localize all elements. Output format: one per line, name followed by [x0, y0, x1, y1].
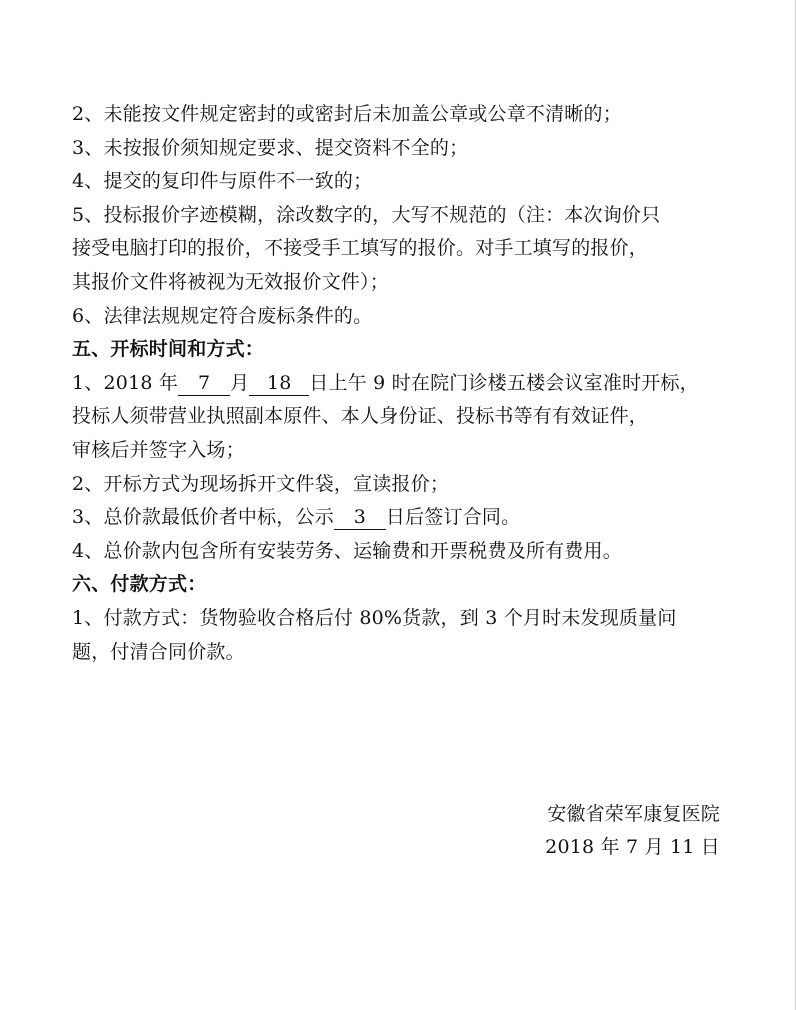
opening-day-text: 日上午 9 时在院门诊楼五楼会议室准时开标，	[309, 371, 699, 394]
signature-block	[545, 798, 720, 864]
opening-month-blank: 7	[178, 371, 230, 396]
opening-month-label: 月	[230, 371, 250, 394]
payment-terms-line-2: 题，付清合同价款。	[72, 640, 245, 663]
section-5-heading: 五、开标时间和方式：	[72, 338, 265, 361]
clause-2: 2、未能按文件规定密封的或密封后未加盖公章或公章不清晰的；	[72, 103, 622, 125]
clause-5-line-3: 其报价文件将被视为无效报价文件）；	[72, 270, 389, 293]
opening-year-text: 1、2018 年	[72, 371, 179, 394]
opening-time-line-2: 投标人须带营业执照副本原件、本人身份证、投标书等有有效证件，	[72, 405, 649, 428]
clause-5-line-2: 接受电脑打印的报价，不接受手工填写的报价。对手工填写的报价，	[72, 237, 649, 260]
opening-time-line-3: 审核后并签字入场；	[72, 438, 245, 461]
issue-date: 2018 年 7 月 11 日	[545, 836, 720, 858]
clause-5-line-1: 5、投标报价字迹模糊，涂改数字的，大写不规范的（注：本次询价只	[72, 203, 661, 226]
notice-days-blank: 3	[334, 505, 386, 530]
payment-terms-line-1: 1、付款方式：货物验收合格后付 80%货款，到 3 个月时未发现质量问	[72, 606, 677, 629]
award-rule-suffix: 日后签订合同。	[385, 506, 521, 529]
award-rule	[72, 501, 732, 535]
price-inclusion: 4、总价款内包含所有安装劳务、运输费和开票税费及所有费用。	[72, 539, 622, 562]
section-6-heading: 六、付款方式：	[72, 573, 207, 596]
document-body	[72, 98, 732, 669]
clause-6: 6、法律法规规定符合废标条件的。	[72, 304, 373, 327]
issuing-organization: 安徽省荣军康复医院	[547, 803, 720, 825]
opening-method: 2、开标方式为现场拆开文件袋，宣读报价；	[72, 472, 450, 495]
opening-day-blank: 18	[249, 371, 309, 396]
award-rule-prefix: 3、总价款最低价者中标，公示	[72, 506, 334, 529]
clause-4: 4、提交的复印件与原件不一致的；	[72, 170, 373, 193]
clause-3: 3、未按报价须知规定要求、提交资料不全的；	[72, 136, 469, 159]
opening-time-line-1	[72, 367, 732, 401]
